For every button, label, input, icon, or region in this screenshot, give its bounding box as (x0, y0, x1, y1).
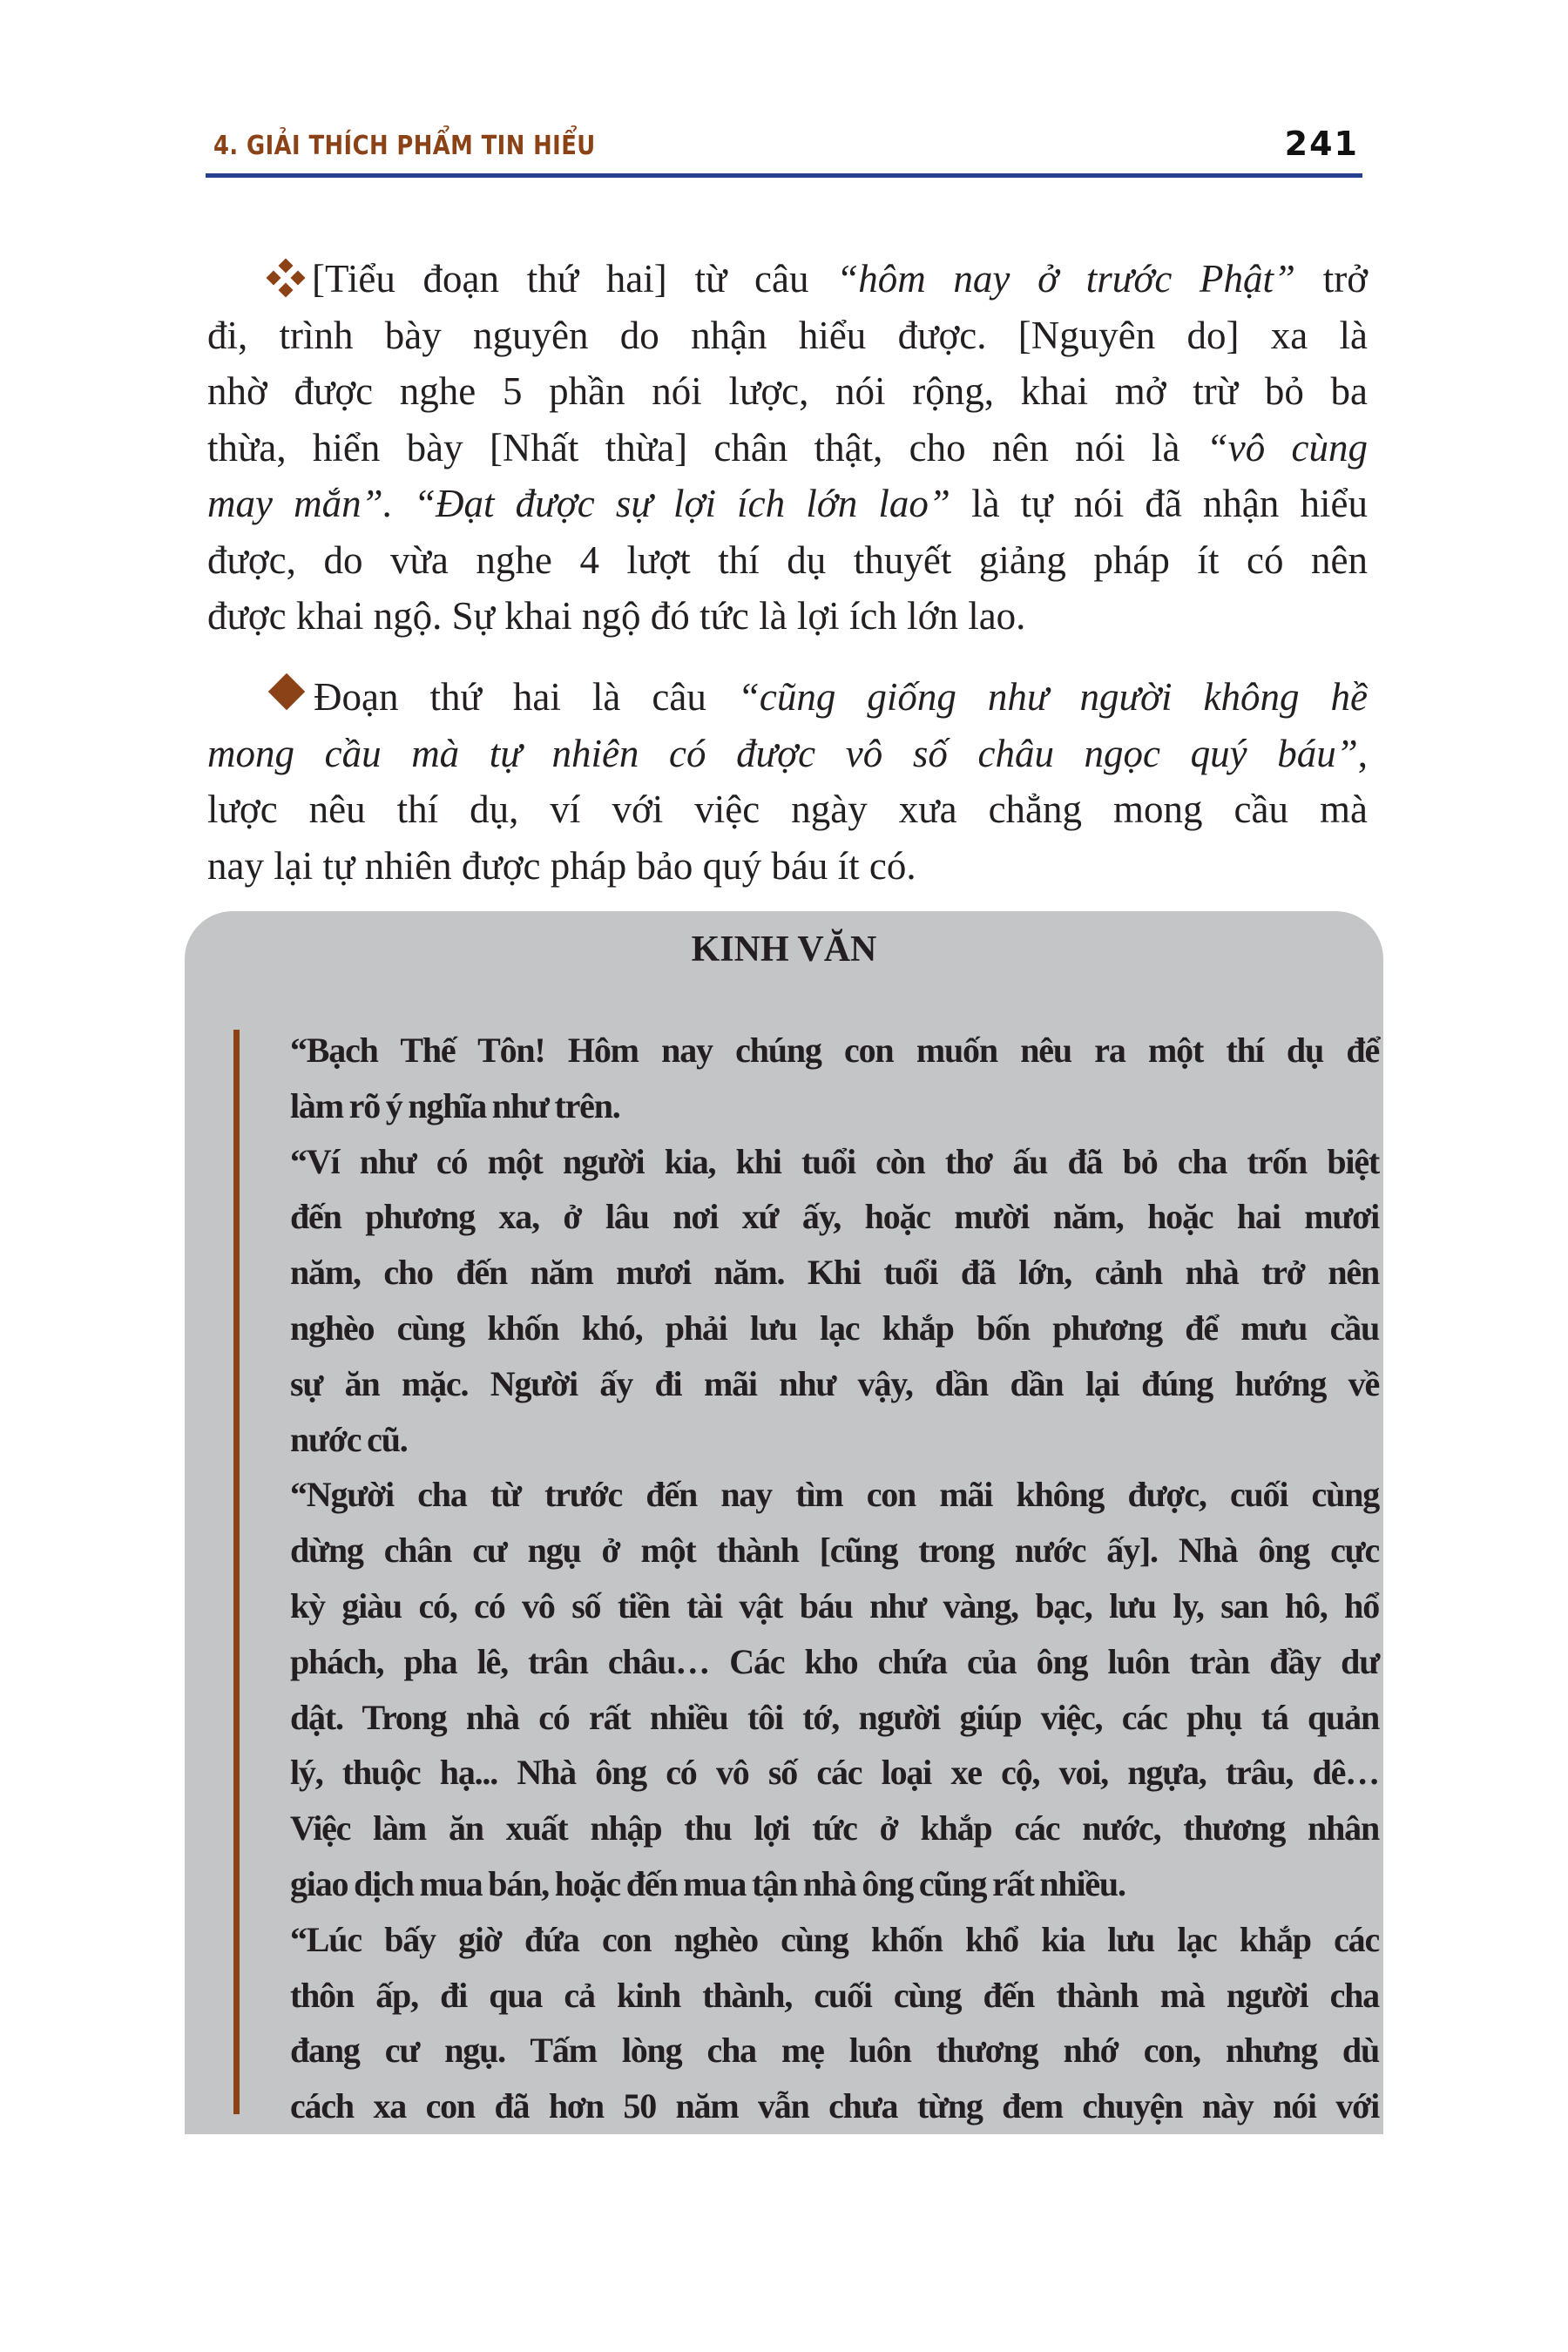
italic-quote: “hôm nay ở trước Phật” (836, 257, 1296, 301)
sutra-line: năm, cho đến năm mươi năm. Khi tuổi đã lớn, cảnh nhà trở nên (290, 1253, 1379, 1293)
text-line (207, 838, 1368, 895)
sutra-line: đến phương xa, ở lâu nơi xứ ấy, hoặc mười năm, hoặc hai mươi (290, 1197, 1379, 1237)
sutra-box (185, 911, 1383, 2134)
sutra-accent-bar (233, 1030, 240, 2114)
sutra-line: dừng chân cư ngụ ở một thành [cũng trong nước ấy]. Nhà ông cực (290, 1531, 1379, 1571)
text-span: trở (1295, 257, 1369, 301)
diamond-ornament-icon (268, 673, 305, 710)
text-line (207, 476, 1368, 532)
four-diamond-ornament-icon (268, 260, 303, 295)
italic-quote: “cũng giống như người không hề (737, 675, 1368, 719)
commentary-paragraph-1 (207, 251, 1368, 645)
sutra-title: KINH VĂN (691, 929, 877, 970)
sutra-line: “Ví như có một người kia, khi tuổi còn thơ ấu đã bỏ cha trốn biệt (290, 1141, 1379, 1181)
text-span: [Tiểu đoạn thứ hai] từ câu (312, 257, 837, 301)
sutra-line: kỳ giàu có, có vô số tiền tài vật báu như vàng, bạc, lưu ly, san hô, hổ (290, 1585, 1379, 1625)
sutra-line: nước cũ. (290, 1419, 408, 1459)
text-span: nhờ được nghe 5 phần nói lược, nói rộng, khai mở trừ bỏ ba (207, 369, 1368, 413)
sutra-line: giao dịch mua bán, hoặc đến mua tận nhà ông cũng rất nhiều. (290, 1863, 1125, 1903)
italic-quote: mong cầu mà tự nhiên có được vô số châu ngọc quý báu” (207, 731, 1358, 775)
italic-quote: may mắn”. “Đạt được sự lợi ích lớn lao” (207, 482, 950, 525)
page-number: 241 (1284, 125, 1359, 163)
text-span: lược nêu thí dụ, ví với việc ngày xưa chẳng mong cầu mà (207, 787, 1368, 831)
sutra-line: làm rõ ý nghĩa như trên. (290, 1085, 620, 1125)
sutra-text (290, 1023, 1379, 2134)
text-span: đi, trình bày nguyên do nhận hiểu được. [Nguyên do] xa là (207, 313, 1368, 357)
text-span: thừa, hiển bày [Nhất thừa] chân thật, cho nên nói là (207, 425, 1206, 470)
sutra-line: thôn ấp, đi qua cả kinh thành, cuối cùng đến thành mà người cha (290, 1975, 1379, 2015)
text-span: được khai ngộ. Sự khai ngộ đó tức là lợi ích lớn lao. (207, 594, 1026, 638)
sutra-line: cách xa con đã hơn 50 năm vẫn chưa từng đem chuyện này nói với (290, 2086, 1379, 2126)
commentary-paragraph-2 (207, 669, 1368, 894)
text-span: là tự nói đã nhận hiểu (950, 482, 1368, 525)
italic-quote: “vô cùng (1206, 425, 1368, 470)
text-line (207, 420, 1368, 476)
text-line (207, 251, 1368, 308)
sutra-line: Việc làm ăn xuất nhập thu lợi tức ở khắp các nước, thương nhân (290, 1808, 1379, 1848)
sutra-line: dật. Trong nhà có rất nhiều tôi tớ, người giúp việc, các phụ tá quản (290, 1697, 1379, 1737)
sutra-line: sự ăn mặc. Người ấy đi mãi như vậy, dần dần lại đúng hướng về (290, 1363, 1379, 1403)
sutra-line: “Bạch Thế Tôn! Hôm nay chúng con muốn nêu ra một thí dụ để (290, 1031, 1379, 1070)
text-line (207, 532, 1368, 589)
text-span: nay lại tự nhiên được pháp bảo quý báu ít có. (207, 843, 916, 888)
text-span: được, do vừa nghe 4 lượt thí dụ thuyết giảng pháp ít có nên (207, 537, 1368, 582)
header-rule (206, 173, 1362, 178)
sutra-line: “Lúc bấy giờ đứa con nghèo cùng khốn khổ kia lưu lạc khắp các (290, 1919, 1379, 1959)
text-span: , (1357, 731, 1368, 775)
sutra-line: nghèo cùng khốn khó, phải lưu lạc khắp bốn phương để mưu cầu (290, 1308, 1379, 1348)
text-line (207, 726, 1368, 782)
text-line (207, 669, 1368, 726)
text-span: Đoạn thứ hai là câu (314, 675, 738, 719)
sutra-line: đang cư ngụ. Tấm lòng cha mẹ luôn thương nhớ con, nhưng dù (290, 2031, 1379, 2071)
sutra-line: phách, pha lê, trân châu… Các kho chứa của ông luôn tràn đầy dư (290, 1641, 1379, 1681)
text-line (207, 588, 1368, 645)
text-line (207, 781, 1368, 838)
sutra-line: “Người cha từ trước đến nay tìm con mãi không được, cuối cùng (290, 1475, 1379, 1515)
running-header-title: 4. GIẢI THÍCH PHẨM TIN HIỂU (213, 131, 596, 161)
sutra-line: lý, thuộc hạ... Nhà ông có vô số các loại xe cộ, voi, ngựa, trâu, dê… (290, 1753, 1379, 1793)
text-line (207, 363, 1368, 420)
text-line (207, 308, 1368, 364)
